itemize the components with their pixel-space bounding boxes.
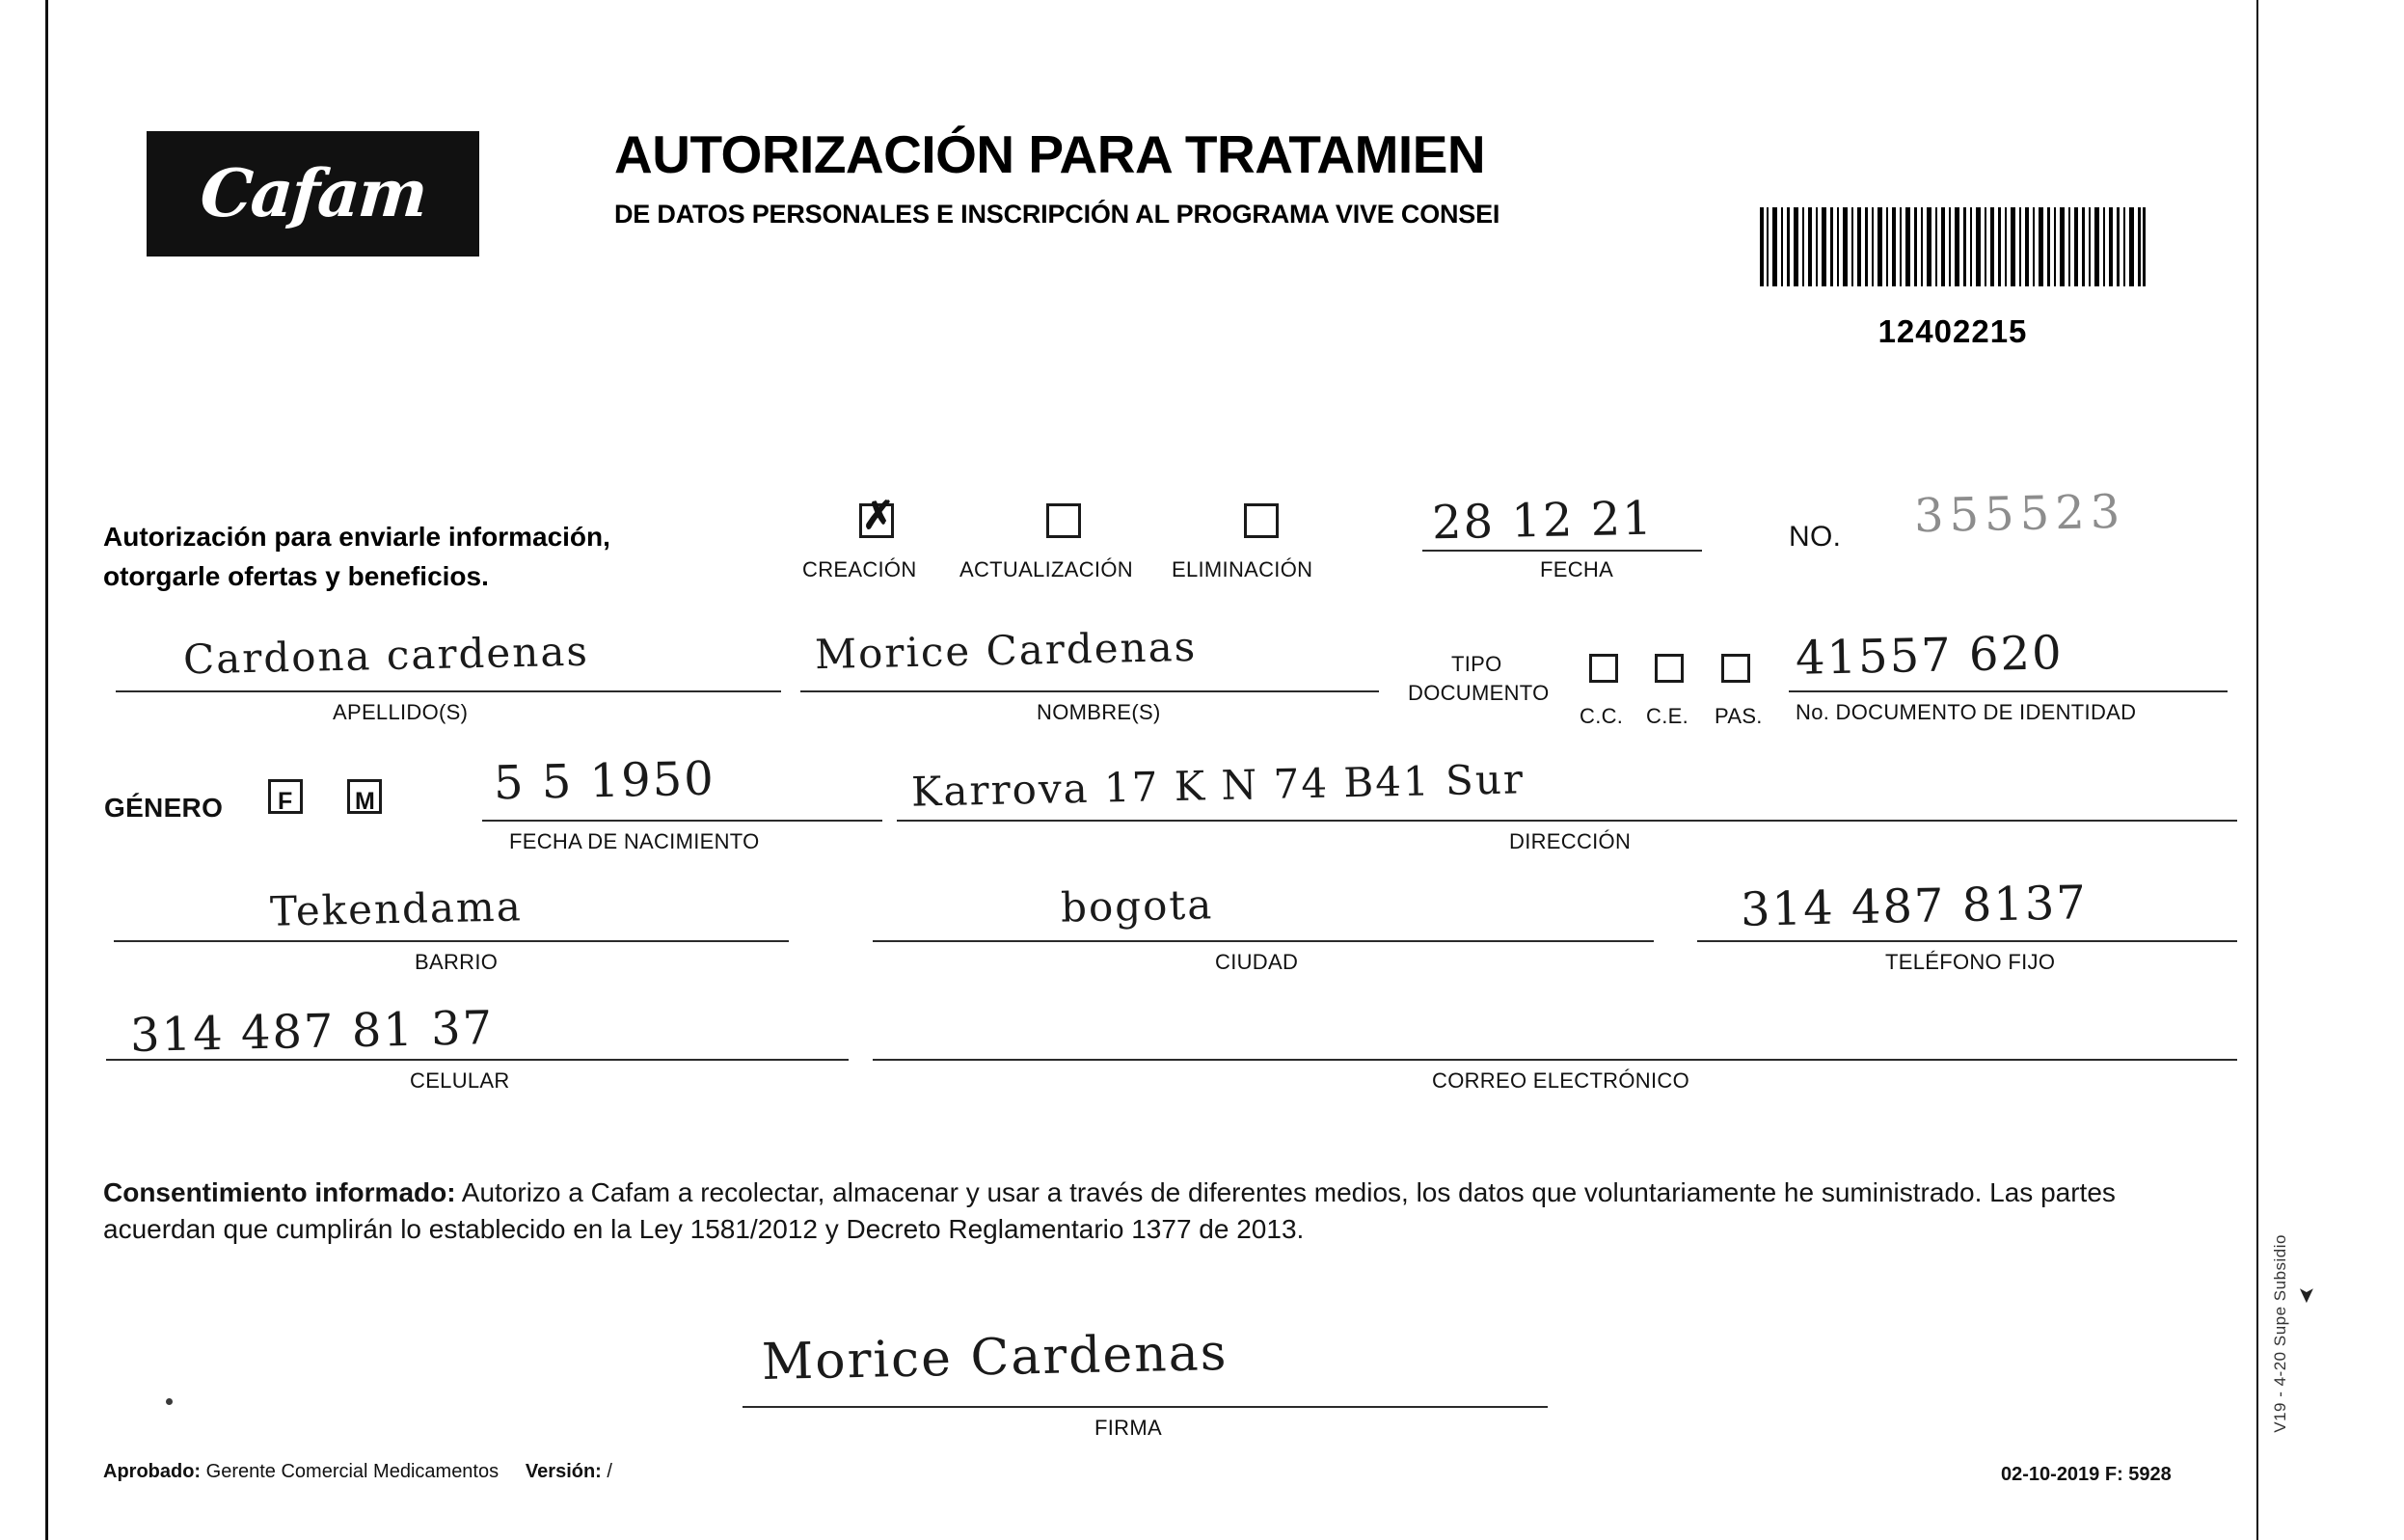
label-eliminacion: ELIMINACIÓN — [1172, 557, 1313, 581]
footer-version-label: Versión: — [525, 1461, 602, 1482]
page-title: AUTORIZACIÓN PARA TRATAMIEN — [614, 124, 1486, 184]
correo-line — [873, 1059, 2237, 1061]
cafam-logo — [147, 131, 479, 257]
authorization-statement — [103, 518, 778, 596]
footer-version-value: / — [607, 1461, 612, 1482]
documento-value[interactable]: 41557 620 — [1795, 626, 2065, 686]
checkbox-eliminacion[interactable] — [1244, 503, 1279, 538]
footer-approved-value: Gerente Comercial Medicamentos — [205, 1461, 500, 1482]
label-creacion: CREACIÓN — [802, 557, 917, 581]
label-pas: PAS. — [1715, 704, 1763, 728]
scan-speck — [166, 1398, 173, 1405]
celular-line — [106, 1059, 849, 1061]
footer-approved-label: Aprobado: — [103, 1461, 202, 1482]
direccion-value[interactable]: Karrova 17 K N 74 B41 Sur — [910, 755, 1526, 816]
label-direccion: DIRECCIÓN — [1509, 829, 1632, 853]
label-fecha-nacimiento: FECHA DE NACIMIENTO — [509, 829, 760, 853]
label-cc: C.C. — [1580, 704, 1624, 728]
label-barrio: BARRIO — [415, 950, 499, 974]
direccion-line — [897, 820, 2237, 822]
consent-text: Autorizo a Cafam a recolectar, almacenar y usar a través de diferentes medios, los datos que voluntariamente he suministrado. Las partes acuerdan que cumplirán lo establecido en la Ley 1581/2012 y Decreto Reglamentario 1377 de 2013. — [103, 1177, 2116, 1244]
fecha-nacimiento-line — [482, 820, 882, 822]
checkbox-creacion-mark: ✗ — [862, 493, 895, 538]
label-documento: No. DOCUMENTO DE IDENTIDAD — [1796, 700, 2137, 724]
label-no: NO. — [1789, 521, 1842, 553]
checkbox-ce[interactable] — [1655, 654, 1684, 683]
apellidos-value[interactable]: Cardona cardenas — [182, 627, 590, 684]
nombres-value[interactable]: Morice Cardenas — [814, 622, 1198, 679]
checkbox-actualizacion[interactable] — [1046, 503, 1081, 538]
barrio-value[interactable]: Tekendama — [269, 882, 524, 935]
footer-date-code: 02-10-2019 F: 5928 — [2001, 1464, 2172, 1485]
label-ce: C.E. — [1646, 704, 1688, 728]
apellidos-line — [116, 690, 781, 692]
footer-side-text: V19 - 4-20 Supe Subsidio — [2271, 1234, 2289, 1433]
barcode — [1760, 207, 2146, 286]
label-genero-f: F — [278, 788, 293, 815]
label-genero-m: M — [355, 788, 376, 815]
ciudad-line — [873, 940, 1654, 942]
cafam-logo-text: Cafam — [197, 155, 429, 232]
telefono-fijo-line — [1697, 940, 2237, 942]
label-celular: CELULAR — [410, 1068, 510, 1093]
consent-title: Consentimiento informado: — [103, 1177, 456, 1207]
authorization-statement-line1: Autorización para enviarle información, — [103, 522, 610, 552]
label-fecha: FECHA — [1540, 557, 1614, 581]
ciudad-value[interactable]: bogota — [1060, 880, 1214, 932]
label-correo: CORREO ELECTRÓNICO — [1432, 1068, 1689, 1093]
label-nombres: NOMBRE(S) — [1037, 700, 1161, 724]
celular-value[interactable]: 314 487 81 37 — [129, 1001, 495, 1063]
label-tipo-documento-2: DOCUMENTO — [1408, 681, 1550, 705]
signature-line — [743, 1406, 1548, 1408]
consent-paragraph — [103, 1175, 2215, 1248]
no-value: 355523 — [1913, 484, 2126, 544]
label-telefono-fijo: TELÉFONO FIJO — [1885, 950, 2056, 974]
fecha-nacimiento-value[interactable]: 5 5 1950 — [493, 751, 716, 811]
checkbox-pas[interactable] — [1721, 654, 1750, 683]
barrio-line — [114, 940, 789, 942]
signature-value[interactable]: Morice Cardenas — [761, 1323, 1229, 1392]
documento-line — [1789, 690, 2228, 692]
checkbox-cc[interactable] — [1589, 654, 1618, 683]
telefono-fijo-value[interactable]: 314 487 8137 — [1740, 876, 2089, 937]
authorization-statement-line2: otorgarle ofertas y beneficios. — [103, 560, 489, 591]
fecha-line — [1422, 550, 1702, 552]
label-apellidos: APELLIDO(S) — [333, 700, 469, 724]
fecha-value: 28 12 21 — [1431, 491, 1655, 551]
barcode-number: 12402215 — [1877, 313, 2028, 349]
label-ciudad: CIUDAD — [1215, 950, 1299, 974]
arrow-up-icon: ➤ — [2295, 1285, 2320, 1305]
label-tipo-documento-1: TIPO — [1451, 652, 1502, 676]
page-edge-left — [45, 0, 48, 1540]
page-edge-right — [2256, 0, 2258, 1540]
label-genero: GÉNERO — [104, 793, 224, 823]
label-firma: FIRMA — [1094, 1416, 1162, 1440]
nombres-line — [800, 690, 1379, 692]
page-subtitle: DE DATOS PERSONALES E INSCRIPCIÓN AL PROGRAMA VIVE CONSEI — [614, 200, 1500, 229]
label-actualizacion: ACTUALIZACIÓN — [959, 557, 1133, 581]
footer-approval — [103, 1461, 612, 1483]
